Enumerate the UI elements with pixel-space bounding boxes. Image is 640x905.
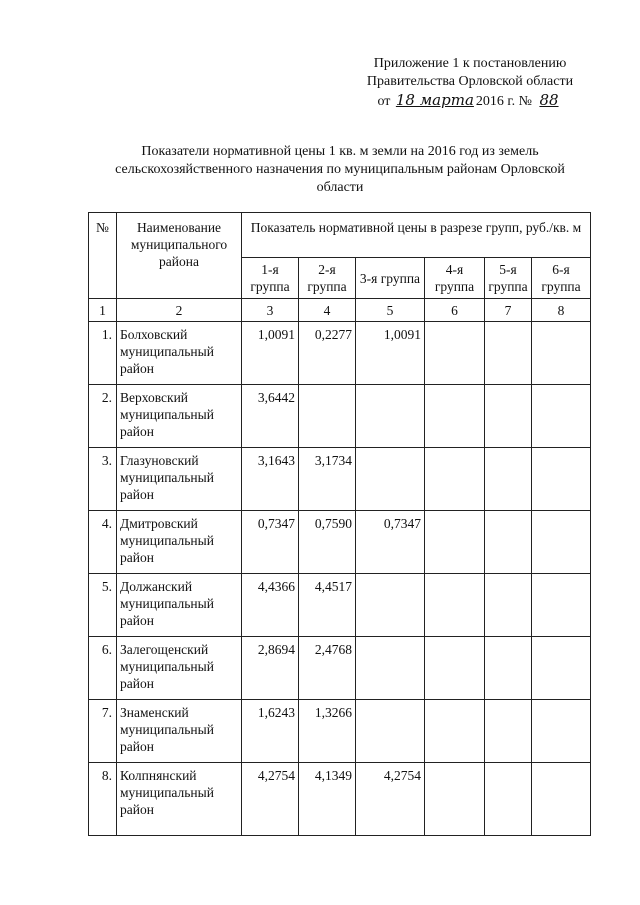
appendix-header bbox=[340, 55, 600, 111]
appendix-year-text: 2016 г. № bbox=[475, 94, 532, 109]
group-1-value: 1,0091 bbox=[242, 322, 299, 385]
header-group-6: 6-я группа bbox=[532, 258, 591, 299]
column-number: 1 bbox=[89, 299, 117, 322]
group-6-value bbox=[532, 511, 591, 574]
district-name: Глазуновский муниципальный район bbox=[117, 448, 242, 511]
district-name: Должанский муниципальный район bbox=[117, 574, 242, 637]
district-name: Залегощенский муниципальный район bbox=[117, 637, 242, 700]
group-1-value: 3,1643 bbox=[242, 448, 299, 511]
column-number: 6 bbox=[425, 299, 485, 322]
column-number: 2 bbox=[117, 299, 242, 322]
group-3-value bbox=[356, 448, 425, 511]
group-6-value bbox=[532, 763, 591, 836]
group-4-value bbox=[425, 574, 485, 637]
group-3-value: 1,0091 bbox=[356, 322, 425, 385]
group-5-value bbox=[485, 700, 532, 763]
group-4-value bbox=[425, 763, 485, 836]
row-number: 4. bbox=[89, 511, 117, 574]
group-5-value bbox=[485, 637, 532, 700]
group-6-value bbox=[532, 574, 591, 637]
group-6-value bbox=[532, 637, 591, 700]
table-row bbox=[89, 322, 591, 385]
header-num: № bbox=[89, 213, 117, 299]
group-4-value bbox=[425, 637, 485, 700]
group-4-value bbox=[425, 448, 485, 511]
group-5-value bbox=[485, 322, 532, 385]
group-2-value: 3,1734 bbox=[299, 448, 356, 511]
group-5-value bbox=[485, 763, 532, 836]
group-2-value: 0,7590 bbox=[299, 511, 356, 574]
table-row bbox=[89, 574, 591, 637]
group-6-value bbox=[532, 322, 591, 385]
column-number: 7 bbox=[485, 299, 532, 322]
group-4-value bbox=[425, 511, 485, 574]
group-4-value bbox=[425, 322, 485, 385]
appendix-from-label: от bbox=[377, 94, 391, 109]
group-6-value bbox=[532, 448, 591, 511]
group-2-value: 0,2277 bbox=[299, 322, 356, 385]
district-name: Дмитровский муниципальный район bbox=[117, 511, 242, 574]
group-6-value bbox=[532, 385, 591, 448]
group-3-value bbox=[356, 700, 425, 763]
row-number: 5. bbox=[89, 574, 117, 637]
table-row bbox=[89, 763, 591, 836]
handwritten-date: 18 марта bbox=[395, 91, 474, 109]
column-number: 8 bbox=[532, 299, 591, 322]
group-1-value: 1,6243 bbox=[242, 700, 299, 763]
group-3-value: 4,2754 bbox=[356, 763, 425, 836]
header-indicator: Показатель нормативной цены в разрезе групп, руб./кв. м bbox=[242, 213, 591, 258]
group-2-value: 1,3266 bbox=[299, 700, 356, 763]
row-number: 1. bbox=[89, 322, 117, 385]
group-2-value: 2,4768 bbox=[299, 637, 356, 700]
group-2-value bbox=[299, 385, 356, 448]
table-header-row bbox=[89, 213, 591, 258]
group-3-value: 0,7347 bbox=[356, 511, 425, 574]
row-number: 2. bbox=[89, 385, 117, 448]
group-5-value bbox=[485, 448, 532, 511]
row-number: 3. bbox=[89, 448, 117, 511]
table-row bbox=[89, 511, 591, 574]
header-group-1: 1-я группа bbox=[242, 258, 299, 299]
column-number: 3 bbox=[242, 299, 299, 322]
group-1-value: 3,6442 bbox=[242, 385, 299, 448]
group-1-value: 4,2754 bbox=[242, 763, 299, 836]
header-group-5: 5-я группа bbox=[485, 258, 532, 299]
district-name: Болховский муниципальный район bbox=[117, 322, 242, 385]
appendix-line-2: Правительства Орловской области bbox=[366, 74, 574, 89]
group-1-value: 2,8694 bbox=[242, 637, 299, 700]
table-row bbox=[89, 448, 591, 511]
header-group-3: 3-я группа bbox=[356, 258, 425, 299]
group-2-value: 4,4517 bbox=[299, 574, 356, 637]
group-5-value bbox=[485, 385, 532, 448]
row-number: 7. bbox=[89, 700, 117, 763]
group-4-value bbox=[425, 700, 485, 763]
column-number: 5 bbox=[356, 299, 425, 322]
group-3-value bbox=[356, 637, 425, 700]
appendix-line-1: Приложение 1 к постановлению bbox=[373, 56, 567, 71]
column-number: 4 bbox=[299, 299, 356, 322]
group-5-value bbox=[485, 511, 532, 574]
header-name: Наименование муниципального района bbox=[117, 213, 242, 299]
table-row bbox=[89, 385, 591, 448]
row-number: 8. bbox=[89, 763, 117, 836]
group-3-value bbox=[356, 574, 425, 637]
table-row bbox=[89, 700, 591, 763]
table-row bbox=[89, 637, 591, 700]
district-name: Верховский муниципальный район bbox=[117, 385, 242, 448]
price-table bbox=[88, 212, 591, 836]
group-3-value bbox=[356, 385, 425, 448]
header-group-4: 4-я группа bbox=[425, 258, 485, 299]
district-name: Колпнянский муниципальный район bbox=[117, 763, 242, 836]
group-4-value bbox=[425, 385, 485, 448]
group-5-value bbox=[485, 574, 532, 637]
appendix-date-line bbox=[340, 91, 600, 111]
district-name: Знаменский муниципальный район bbox=[117, 700, 242, 763]
document-title: Показатели нормативной цены 1 кв. м земли на 2016 год из земель сельскохозяйственного назначения по муниципальным районам Орловской области bbox=[115, 144, 565, 195]
group-2-value: 4,1349 bbox=[299, 763, 356, 836]
handwritten-number: 88 bbox=[539, 91, 559, 109]
column-number-row bbox=[89, 299, 591, 322]
header-group-2: 2-я группа bbox=[299, 258, 356, 299]
group-6-value bbox=[532, 700, 591, 763]
row-number: 6. bbox=[89, 637, 117, 700]
group-1-value: 4,4366 bbox=[242, 574, 299, 637]
group-1-value: 0,7347 bbox=[242, 511, 299, 574]
